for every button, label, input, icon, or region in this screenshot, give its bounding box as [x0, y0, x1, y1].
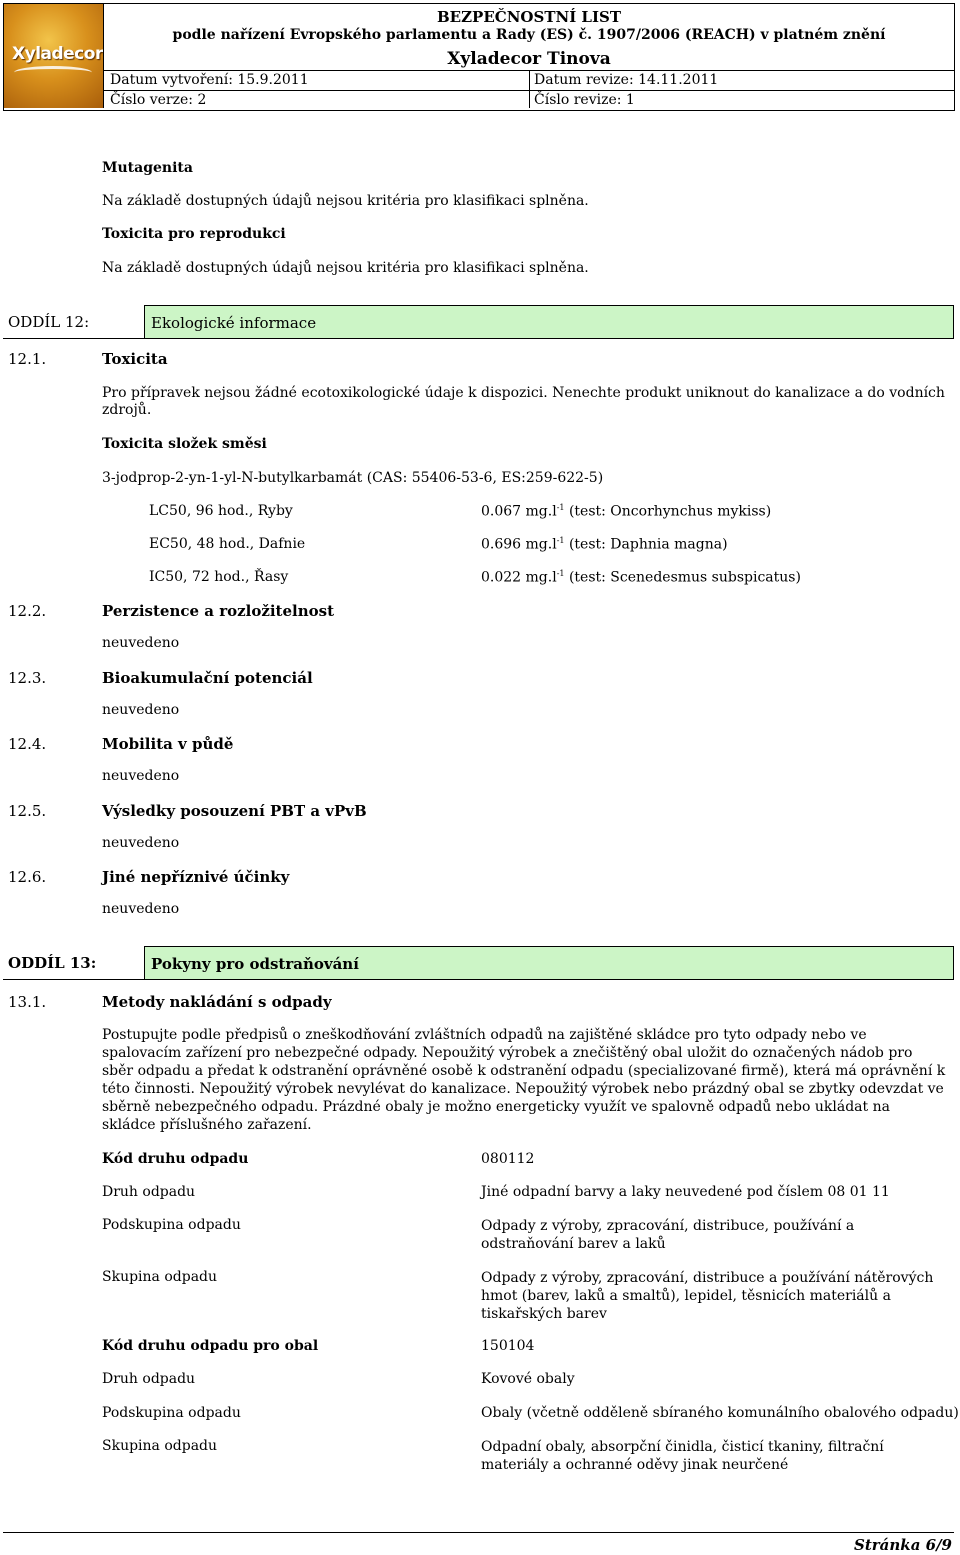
revision-date: Datum revize: 14.11.2011 — [534, 72, 719, 88]
waste-value: 150104 — [481, 1338, 535, 1354]
footer-divider — [3, 1532, 954, 1533]
subsection-text: neuvedeno — [102, 768, 180, 784]
revision-number: Číslo revize: 1 — [534, 92, 635, 108]
document-header — [3, 3, 955, 111]
subsection-text: neuvedeno — [102, 635, 180, 651]
section-13-title: Pokyny pro odstraňování — [151, 955, 359, 973]
tox-label: EC50, 48 hod., Dafnie — [149, 536, 306, 552]
regulation-line: podle nařízení Evropského parlamentu a Rady (ES) č. 1907/2006 (REACH) v platném znění — [172, 27, 886, 43]
logo-swoosh — [14, 66, 92, 79]
subsection-title: Jiné nepříznivé účinky — [102, 868, 290, 886]
waste-value: 080112 — [481, 1151, 535, 1167]
subsection-number: 12.4. — [8, 735, 47, 753]
waste-value: Odpadní obaly, absorpční činidla, čisticí tkaniny, filtrační materiály a ochranné oděvy jinak neurčené — [481, 1439, 884, 1473]
subsection-title: Výsledky posouzení PBT a vPvB — [102, 802, 367, 820]
waste-value: Odpady z výroby, zpracování, distribuce a používání nátěrových hmot (barev, laků a smaltů), lepidel, těsnicích materiálů a tiskařských barev — [481, 1270, 934, 1322]
mutagenita-text: Na základě dostupných údajů nejsou kritéria pro klasifikaci splněna. — [102, 193, 589, 209]
subsection-number: 12.5. — [8, 802, 47, 820]
page-number: Stránka 6/9 — [854, 1536, 952, 1554]
section-13-bar — [3, 946, 953, 980]
waste-label: Druh odpadu — [102, 1371, 196, 1387]
section-13-title-box — [144, 946, 954, 980]
sheet-title: BEZPEČNOSTNÍ LIST — [437, 8, 621, 26]
mutagenita-heading: Mutagenita — [102, 160, 193, 176]
subsection-text: neuvedeno — [102, 702, 180, 718]
subsection-title: Perzistence a rozložitelnost — [102, 602, 335, 620]
xyladecor-logo — [4, 4, 104, 108]
waste-label: Druh odpadu — [102, 1184, 196, 1200]
product-name: Xyladecor Tinova — [447, 49, 611, 69]
subsection-12-1-number: 12.1. — [8, 350, 47, 368]
version-number: Číslo verze: 2 — [110, 92, 207, 108]
waste-label: Skupina odpadu — [102, 1269, 218, 1285]
subsection-title: Mobilita v půdě — [102, 735, 234, 753]
waste-value: Kovové obaly — [481, 1371, 575, 1387]
tox-value: 0.067 $mg.l^{-1}$ (test: Oncorhynchus mykiss) — [481, 503, 772, 520]
waste-value: Odpady z výroby, zpracování, distribuce, používání a odstraňování barev a laků — [481, 1218, 855, 1252]
tox-label: IC50, 72 hod., Řasy — [149, 569, 289, 585]
subsection-13-1-title: Metody nakládání s odpady — [102, 993, 332, 1011]
logo-text: Xyladecor — [12, 44, 103, 64]
section-12-title: Ekologické informace — [151, 314, 317, 332]
tox-value: 0.022 $mg.l^{-1}$ (test: Scenedesmus subspicatus) — [481, 569, 801, 586]
subsection-text: neuvedeno — [102, 835, 180, 851]
toxicity-text: Pro přípravek nejsou žádné ecotoxikologické údaje k dispozici. Nenechte produkt uniknout do kanalizace a do vodních zdrojů. — [102, 385, 945, 418]
waste-label: Skupina odpadu — [102, 1438, 218, 1454]
waste-value: Jiné odpadní barvy a laky neuvedené pod číslem 08 01 11 — [481, 1184, 890, 1200]
tox-value: 0.696 $mg.l^{-1}$ (test: Daphnia magna) — [481, 536, 728, 553]
section-12-bar — [3, 305, 953, 339]
subsection-number: 12.6. — [8, 868, 47, 886]
section-13-number: ODDÍL 13: — [8, 954, 97, 972]
components-heading: Toxicita složek směsi — [102, 436, 267, 452]
waste-label: Podskupina odpadu — [102, 1405, 241, 1421]
created-date: Datum vytvoření: 15.9.2011 — [110, 72, 309, 88]
waste-label: Kód druhu odpadu pro obal — [102, 1338, 319, 1354]
section-12-title-box — [144, 305, 954, 339]
subsection-12-1-title: Toxicita — [102, 350, 168, 368]
subsection-text: neuvedeno — [102, 901, 180, 917]
tox-label: LC50, 96 hod., Ryby — [149, 503, 293, 519]
subsection-number: 12.2. — [8, 602, 47, 620]
section-12-number: ODDÍL 12: — [8, 313, 90, 331]
reproduction-heading: Toxicita pro reprodukci — [102, 226, 286, 242]
waste-label: Kód druhu odpadu — [102, 1151, 249, 1167]
subsection-number: 12.3. — [8, 669, 47, 687]
substance-line: 3-jodprop-2-yn-1-yl-N-butylkarbamát (CAS: 55406-53-6, ES:259-622-5) — [102, 470, 604, 486]
disposal-paragraph: Postupujte podle předpisů o zneškodňování zvláštních odpadů na zajištěné skládce pro tyto odpady nebo ve spalovacím zařízení pro nebezpečné odpady. Nepoužitý výrobek a znečištěný obal uložit do označených nádob pro sběr odpadu a předat k odstranění oprávněné osobě k odstranění odpadu (specializované firmě), která má oprávnění k této činnosti. Nepoužitý výrobek nevylévat do kanalizace. Nepoužitý výrobek nebo prázdný obal se zbytky odevzdat ve sběrně nebezpečného odpadu. Prázdné obaly je možno energeticky využít ve spalovně odpadů nebo ukládat na skládce příslušného zařazení. — [102, 1027, 946, 1133]
subsection-title: Bioakumulační potenciál — [102, 669, 313, 687]
subsection-13-1-number: 13.1. — [8, 993, 47, 1011]
waste-value: Obaly (včetně odděleně sbíraného komunálního obalového odpadu) — [481, 1405, 959, 1421]
waste-label: Podskupina odpadu — [102, 1217, 241, 1233]
reproduction-text: Na základě dostupných údajů nejsou kritéria pro klasifikaci splněna. — [102, 260, 589, 276]
